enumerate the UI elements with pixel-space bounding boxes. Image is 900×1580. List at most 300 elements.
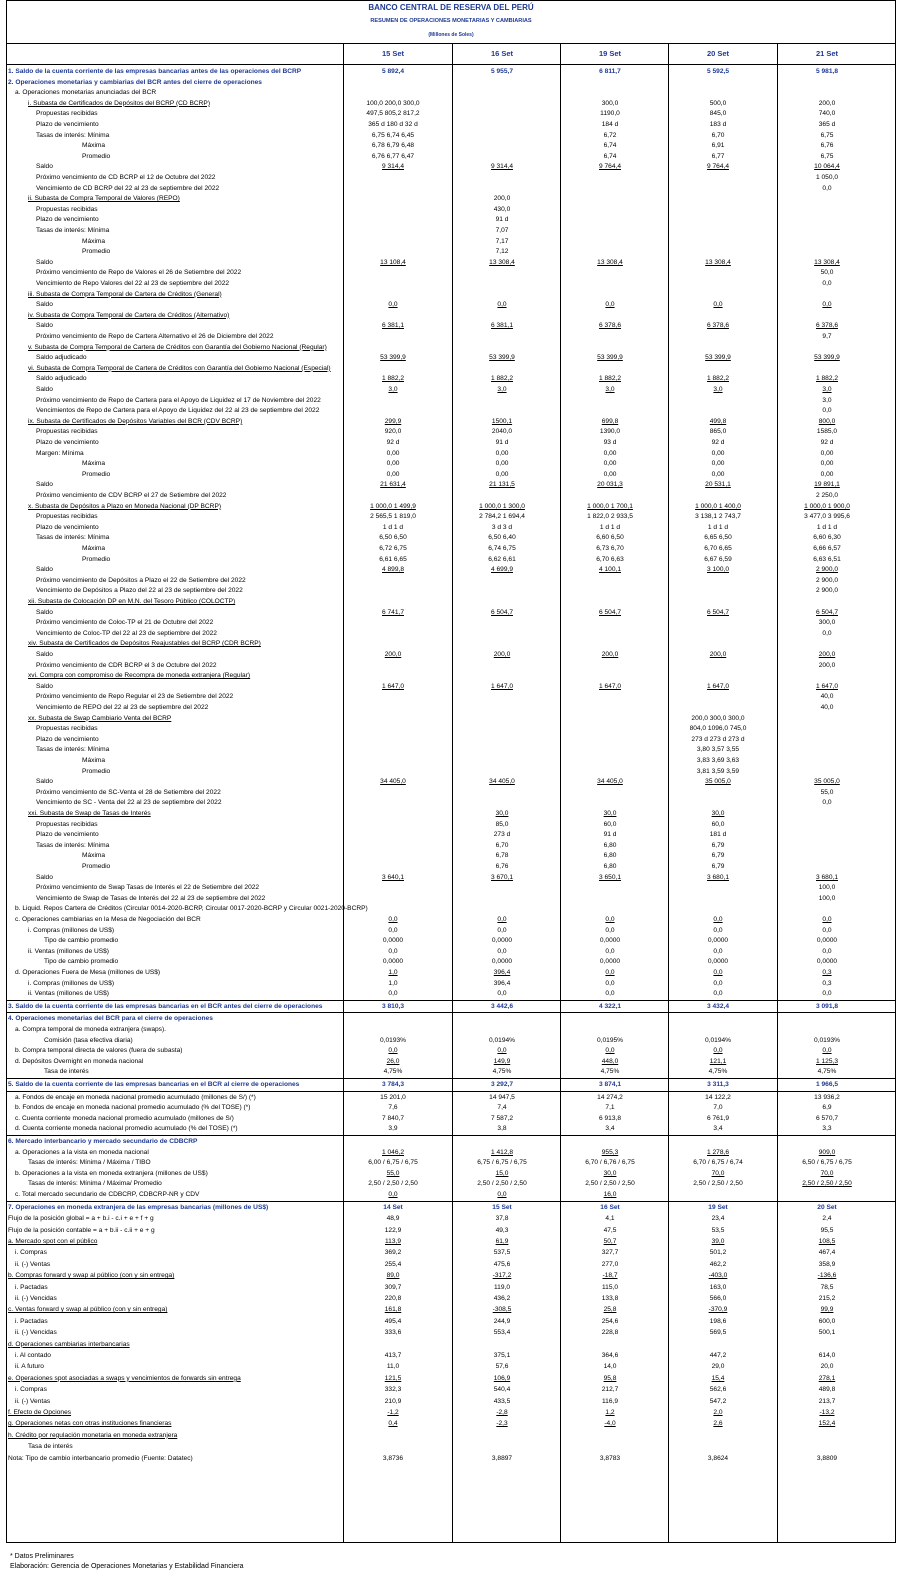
column-separator bbox=[343, 43, 344, 1543]
table-row bbox=[6, 173, 896, 184]
cell-value: 184 d bbox=[601, 121, 619, 128]
table-row bbox=[6, 470, 896, 481]
cell-value: 6 378,6 bbox=[599, 322, 621, 330]
row-label: ii. Subasta de Compra Temporal de Valores (REPO) bbox=[28, 195, 180, 203]
cell-value: 119,0 bbox=[493, 1283, 510, 1291]
table-row bbox=[6, 1327, 896, 1338]
report-subtitle: RESUMEN DE OPERACIONES MONETARIAS Y CAMBIARIAS bbox=[370, 18, 532, 24]
cell-value: 6 504,7 bbox=[599, 608, 621, 616]
cell-value: 121,5 bbox=[384, 1374, 402, 1382]
cell-value: 3 874,1 bbox=[599, 1081, 621, 1088]
cell-value: 2 784,2 1 694,4 bbox=[479, 513, 525, 521]
cell-value: 7,4 bbox=[497, 1104, 507, 1112]
cell-value: 6 378,6 bbox=[707, 322, 729, 330]
row-label: Saldo bbox=[36, 566, 53, 574]
cell-value: 7,6 bbox=[388, 1104, 398, 1112]
table-row bbox=[6, 639, 896, 650]
cell-value: 6 378,6 bbox=[816, 322, 838, 330]
cell-value: 6,70 / 6,75 / 6,74 bbox=[693, 1159, 743, 1167]
row-label: Promedio bbox=[82, 555, 111, 563]
table-row bbox=[6, 1169, 896, 1180]
row-label: Saldo adjudicado bbox=[36, 375, 87, 383]
row-label: Próximo vencimiento de CD BCRP el 12 de Octubre del 2022 bbox=[36, 174, 216, 181]
table-row bbox=[6, 1339, 896, 1350]
table-row bbox=[6, 215, 896, 226]
cell-value: 200,0 bbox=[709, 651, 727, 658]
row-label: ii. (-) Ventas bbox=[15, 1397, 51, 1405]
cell-value: 3 292,7 bbox=[491, 1081, 513, 1088]
table-row bbox=[6, 650, 896, 661]
cell-value: 0,0 bbox=[713, 301, 723, 309]
table-row bbox=[6, 1236, 896, 1247]
footer-note-preliminary: * Datos Preliminares bbox=[10, 1553, 74, 1560]
cell-value: 100,0 200,0 300,0 bbox=[366, 99, 420, 107]
cell-value: 0,00 bbox=[386, 470, 400, 478]
cell-value: 6,00 / 6,75 / 6,75 bbox=[368, 1159, 418, 1167]
cell-value: 149,9 bbox=[493, 1057, 511, 1065]
row-label: 5. Saldo de la cuenta corriente de las empresas bancarias en el BCR al cierre de operaciones bbox=[8, 1081, 300, 1088]
cell-value: 6 504,7 bbox=[816, 608, 838, 616]
row-label: i. Pactadas bbox=[15, 1317, 48, 1325]
cell-value: 13 308,4 bbox=[597, 258, 623, 266]
cell-value: 115,0 bbox=[601, 1283, 618, 1291]
cell-value: 48,9 bbox=[386, 1215, 400, 1223]
cell-value: 920,0 bbox=[384, 428, 402, 436]
row-label: d. Cuenta corriente moneda nacional promedio acumulado (% del TOSE) (*) bbox=[15, 1125, 238, 1133]
cell-value: 5 892,4 bbox=[382, 68, 404, 75]
cell-value: 0,00 bbox=[603, 449, 617, 457]
row-label: xxi. Subasta de Swap de Tasas de Interés bbox=[28, 810, 151, 817]
table-row bbox=[6, 1259, 896, 1270]
cell-value: 1 d 1 d bbox=[599, 523, 621, 531]
row-label: e. Operaciones spot asociadas a swaps y vencimientos de forwards sin entrega bbox=[8, 1374, 241, 1382]
cell-value: 6 811,7 bbox=[599, 68, 621, 75]
cell-value: 220,8 bbox=[384, 1295, 402, 1302]
cell-value: 6,76 bbox=[495, 863, 509, 870]
cell-value: 845,0 bbox=[709, 110, 727, 118]
cell-value: 3 784,3 bbox=[382, 1081, 404, 1088]
cell-value: 40,0 bbox=[820, 704, 834, 711]
cell-value: 39,0 bbox=[711, 1238, 725, 1245]
cell-value: 1 966,5 bbox=[816, 1081, 838, 1088]
cell-value: 3 680,1 bbox=[816, 873, 838, 881]
row-label: b. Compras forward y swap al público (con y sin entrega) bbox=[8, 1272, 175, 1280]
row-label: 3. Saldo de la cuenta corriente de las empresas bancarias en el BCR antes del cierre de operaciones bbox=[8, 1002, 323, 1010]
cell-value: 200,0 bbox=[493, 195, 511, 203]
cell-value: 53 399,9 bbox=[705, 354, 731, 362]
row-label: Plazo de vencimiento bbox=[36, 831, 99, 839]
cell-value: 85,0 bbox=[495, 820, 509, 828]
table-row bbox=[6, 1137, 896, 1148]
table-row bbox=[6, 788, 896, 799]
cell-value: 6,76 6,77 6,47 bbox=[371, 152, 415, 160]
table-row bbox=[6, 1046, 896, 1057]
cell-value: 865,0 bbox=[709, 428, 727, 436]
cell-value: 332,3 bbox=[384, 1386, 402, 1394]
row-label: Máxima bbox=[82, 545, 106, 552]
cell-value: 2,50 / 2,50 / 2,50 bbox=[368, 1180, 418, 1188]
cell-value: 7,12 bbox=[495, 248, 509, 256]
row-label: Tipo de cambio promedio bbox=[44, 937, 119, 945]
cell-value: 215,2 bbox=[818, 1295, 836, 1302]
cell-value: 0,0 bbox=[605, 990, 615, 998]
table-row bbox=[6, 1158, 896, 1169]
cell-value: 1190,0 bbox=[600, 110, 620, 118]
cell-value: 804,0 1096,0 745,0 bbox=[689, 725, 747, 733]
row-label: i. Compras bbox=[15, 1386, 47, 1394]
cell-value: 0,0195% bbox=[596, 1036, 624, 1044]
cell-value: 2,50 / 2,50 / 2,50 bbox=[585, 1180, 635, 1188]
table-row bbox=[6, 926, 896, 937]
cell-value: 0,0 bbox=[822, 407, 832, 415]
cell-value: 29,0 bbox=[711, 1363, 725, 1371]
row-label: Vencimiento de Coloc-TP del 22 al 23 de septiembre del 2022 bbox=[36, 629, 217, 637]
cell-value: 4,75% bbox=[383, 1068, 403, 1076]
cell-value: 6,50 6,50 bbox=[379, 534, 407, 542]
cell-value: 0,0 bbox=[497, 1047, 507, 1055]
cell-value: 3,4 bbox=[713, 1125, 723, 1133]
cell-value: 93 d bbox=[603, 439, 617, 446]
cell-value: 4 322,1 bbox=[599, 1002, 621, 1010]
table-row bbox=[6, 459, 896, 470]
row-label: i. Pactadas bbox=[15, 1283, 48, 1291]
table-row bbox=[6, 120, 896, 131]
cell-value: 4,75% bbox=[600, 1068, 620, 1076]
cell-value: 210,9 bbox=[384, 1397, 402, 1405]
cell-value: 35 005,0 bbox=[705, 778, 731, 786]
row-label: Promedio bbox=[82, 767, 111, 775]
cell-value: 365 d 180 d 32 d bbox=[368, 121, 418, 128]
cell-value: 800,0 bbox=[818, 417, 836, 425]
table-row bbox=[6, 1067, 896, 1078]
cell-value: 1 046,2 bbox=[382, 1148, 404, 1156]
fx-date-col-1: 14 Set bbox=[383, 1203, 403, 1211]
cell-value: 3,8736 bbox=[382, 1454, 404, 1462]
cell-value: 273 d bbox=[493, 831, 511, 839]
table-row bbox=[6, 544, 896, 555]
cell-value: 60,0 bbox=[711, 820, 725, 828]
cell-value: 50,0 bbox=[820, 269, 834, 277]
table-row bbox=[6, 661, 896, 672]
table-row bbox=[6, 798, 896, 809]
cell-value: 2 565,5 1 819,0 bbox=[370, 513, 416, 521]
cell-value: 14 274,2 bbox=[597, 1093, 623, 1101]
column-separator bbox=[777, 43, 778, 1543]
cell-value: 0,0 bbox=[388, 990, 398, 998]
cell-value: 6 504,7 bbox=[707, 608, 729, 616]
cell-value: 13 308,4 bbox=[489, 258, 515, 266]
table-row bbox=[6, 1103, 896, 1114]
table-row bbox=[6, 1213, 896, 1224]
table-row bbox=[6, 894, 896, 905]
table-row bbox=[6, 290, 896, 301]
table-row bbox=[6, 1247, 896, 1258]
row-label: g. Operaciones netas con otras instituciones financieras bbox=[8, 1420, 172, 1428]
table-row bbox=[6, 724, 896, 735]
cell-value: 0,3 bbox=[822, 969, 832, 976]
cell-value: 198,6 bbox=[709, 1317, 727, 1325]
table-row bbox=[6, 767, 896, 778]
cell-value: 467,4 bbox=[818, 1249, 836, 1257]
table-row bbox=[6, 1148, 896, 1159]
cell-value: 6,76 bbox=[820, 142, 834, 150]
table-row bbox=[6, 851, 896, 862]
row-label: b. Liquid. Repos Cartera de Créditos (Circular 0014-2020-BCRP, Circular 0017-2020-BCRP y Circular 0021-2020-BCRP) bbox=[15, 905, 368, 913]
table-row bbox=[6, 862, 896, 873]
table-row bbox=[6, 162, 896, 173]
cell-value: 1,0 bbox=[388, 979, 398, 987]
cell-value: 3 477,0 3 995,6 bbox=[804, 513, 850, 521]
row-label: Propuestas recibidas bbox=[36, 725, 98, 733]
table-row bbox=[6, 608, 896, 619]
cell-value: 0,00 bbox=[711, 470, 725, 478]
report-title: BANCO CENTRAL DE RESERVA DEL PERÚ bbox=[368, 3, 534, 12]
cell-value: 133,8 bbox=[601, 1295, 619, 1302]
cell-value: 3 650,1 bbox=[599, 873, 621, 881]
cell-value: 14,0 bbox=[603, 1363, 617, 1371]
cell-value: 6 741,7 bbox=[382, 608, 404, 616]
cell-value: 6,91 bbox=[711, 142, 725, 150]
cell-value: 9 314,4 bbox=[491, 163, 513, 171]
row-label: 7. Operaciones en moneda extranjera de las empresas bancarias (millones de US$) bbox=[8, 1203, 269, 1211]
table-row bbox=[6, 268, 896, 279]
cell-value: 3,80 3,57 3,55 bbox=[696, 746, 740, 754]
cell-value: 6,78 6,79 6,48 bbox=[371, 142, 415, 150]
row-label: x. Subasta de Depósitos a Plazo en Moneda Nacional (DP BCRP) bbox=[28, 502, 222, 510]
table-row bbox=[6, 820, 896, 831]
cell-value: 7,07 bbox=[495, 227, 509, 234]
cell-value: 0,0 bbox=[713, 926, 723, 934]
row-label: Nota: Tipo de cambio interbancario promedio (Fuente: Datatec) bbox=[8, 1454, 193, 1462]
cell-value: 447,2 bbox=[709, 1352, 727, 1359]
cell-value: 6,75 6,74 6,45 bbox=[371, 131, 415, 139]
cell-value: 3 810,3 bbox=[382, 1002, 404, 1010]
column-separator bbox=[668, 43, 669, 1543]
cell-value: 34 405,0 bbox=[489, 778, 515, 786]
cell-value: -403,0 bbox=[708, 1272, 728, 1280]
row-label: Próximo vencimiento de Coloc-TP el 21 de Octubre del 2022 bbox=[36, 619, 214, 627]
cell-value: 152,4 bbox=[818, 1420, 836, 1428]
cell-value: 6,75 / 6,75 / 6,75 bbox=[477, 1159, 527, 1167]
row-label: Vencimiento de Repo Valores del 22 al 23 de septiembre del 2022 bbox=[36, 280, 230, 287]
table-row bbox=[6, 1025, 896, 1036]
cell-value: 0,0000 bbox=[816, 958, 838, 966]
cell-value: 600,0 bbox=[818, 1317, 836, 1325]
cell-value: 19 891,1 bbox=[814, 481, 840, 489]
row-label: Máxima bbox=[82, 757, 106, 764]
cell-value: 299,9 bbox=[384, 417, 402, 425]
row-label: Plazo de vencimiento bbox=[36, 216, 99, 224]
row-label: b. Fondos de encaje en moneda nacional promedio acumulado (% del TOSE) (*) bbox=[15, 1104, 251, 1112]
cell-value: 6,61 6,65 bbox=[379, 555, 407, 563]
table-row bbox=[6, 311, 896, 322]
cell-value: 1 882,2 bbox=[491, 375, 513, 383]
row-label: xii. Subasta de Colocación DP en M.N. del Tesoro Público (COLOCTP) bbox=[28, 598, 236, 605]
table-row bbox=[6, 300, 896, 311]
cell-value: 6,80 bbox=[603, 863, 617, 870]
cell-value: 3 d 3 d bbox=[491, 523, 513, 531]
row-label: Tasas de interés: Mínima bbox=[36, 131, 110, 139]
cell-value: 3,81 3,59 3,59 bbox=[696, 767, 740, 775]
table-row bbox=[6, 480, 896, 491]
cell-value: 200,0 bbox=[818, 661, 836, 669]
row-label: d. Operaciones cambiarias interbancarias bbox=[8, 1340, 130, 1348]
row-label: c. Ventas forward y swap al público (con y sin entrega) bbox=[8, 1306, 168, 1314]
cell-value: 70,0 bbox=[820, 1169, 834, 1177]
table-row bbox=[6, 936, 896, 947]
row-label: h. Crédito por regulación monetaria en moneda extranjera bbox=[8, 1431, 178, 1439]
cell-value: 6,75 bbox=[820, 131, 834, 139]
table-row bbox=[6, 777, 896, 788]
cell-value: 0,0000 bbox=[707, 937, 729, 945]
cell-value: 0,0 bbox=[713, 1047, 723, 1055]
cell-value: 4,75% bbox=[492, 1068, 512, 1076]
row-label: i. Subasta de Certificados de Depósitos del BCRP (CD BCRP) bbox=[28, 99, 211, 107]
cell-value: 0,0 bbox=[388, 926, 398, 934]
cell-value: 7,0 bbox=[713, 1104, 723, 1112]
row-label: Vencimiento de REPO del 22 al 23 de septiembre del 2022 bbox=[36, 704, 209, 711]
table-row bbox=[6, 692, 896, 703]
cell-value: 2,0 bbox=[713, 1409, 723, 1416]
cell-value: 3,0 bbox=[388, 386, 398, 393]
table-row bbox=[6, 194, 896, 205]
cell-value: 3,3 bbox=[822, 1125, 832, 1133]
cell-value: 1,0 bbox=[388, 969, 398, 976]
row-label: Propuestas recibidas bbox=[36, 513, 98, 521]
cell-value: 0,0000 bbox=[599, 937, 621, 945]
cell-value: 1,2 bbox=[605, 1409, 615, 1416]
cell-value: 0,0000 bbox=[382, 937, 404, 945]
cell-value: 6,62 6,61 bbox=[488, 555, 516, 563]
row-label: Próximo vencimiento de Swap Tasas de Interés el 22 de Setiembre del 2022 bbox=[36, 884, 260, 892]
cell-value: -317,2 bbox=[492, 1272, 512, 1280]
table-row bbox=[6, 915, 896, 926]
cell-value: 255,4 bbox=[384, 1260, 402, 1268]
cell-value: 20 531,1 bbox=[705, 481, 731, 489]
row-label: Saldo bbox=[36, 778, 53, 786]
cell-value: 57,6 bbox=[495, 1363, 509, 1371]
row-label: ii. Ventas (millones de US$) bbox=[28, 947, 109, 955]
date-col-3: 19 Set bbox=[598, 49, 622, 58]
row-label: Próximo vencimiento de Repo Regular el 23 de Setiembre del 2022 bbox=[36, 693, 234, 701]
cell-value: 6,60 6,30 bbox=[813, 534, 841, 542]
row-label: i. Compras (millones de US$) bbox=[28, 979, 115, 987]
cell-value: 6,72 6,75 bbox=[379, 545, 407, 552]
table-row bbox=[6, 1373, 896, 1384]
cell-value: 244,9 bbox=[493, 1317, 511, 1325]
cell-value: 537,5 bbox=[493, 1249, 511, 1257]
cell-value: 16,0 bbox=[603, 1191, 617, 1198]
table-row bbox=[6, 883, 896, 894]
row-label: Tasas de interés: Mínima bbox=[36, 841, 110, 849]
cell-value: 413,7 bbox=[384, 1352, 402, 1359]
table-row bbox=[6, 512, 896, 523]
cell-value: 396,4 bbox=[493, 979, 511, 987]
row-label: iii. Subasta de Compra Temporal de Cartera de Créditos (General) bbox=[28, 290, 222, 298]
cell-value: 7,17 bbox=[495, 237, 509, 245]
cell-value: 566,0 bbox=[709, 1295, 727, 1302]
table-row bbox=[6, 1203, 896, 1214]
cell-value: 13 936,2 bbox=[814, 1093, 840, 1101]
row-label: Próximo vencimiento de SC-Venta el 28 de Setiembre del 2022 bbox=[36, 788, 221, 796]
cell-value: 6,79 bbox=[711, 841, 725, 849]
cell-value: 3,9 bbox=[388, 1125, 398, 1133]
cell-value: 6,50 6,40 bbox=[488, 534, 516, 542]
cell-value: 1 278,6 bbox=[707, 1148, 729, 1156]
cell-value: 30,0 bbox=[495, 810, 509, 817]
cell-value: 183 d bbox=[709, 121, 727, 128]
table-row bbox=[6, 1124, 896, 1135]
cell-value: 0,0 bbox=[497, 947, 507, 955]
cell-value: 6 913,8 bbox=[599, 1114, 621, 1122]
table-row bbox=[6, 597, 896, 608]
row-label: i. Compras bbox=[15, 1249, 47, 1257]
cell-value: 300,0 bbox=[818, 619, 836, 627]
cell-value: 200,0 bbox=[384, 651, 402, 658]
cell-value: 106,9 bbox=[493, 1374, 511, 1382]
table-row bbox=[6, 1114, 896, 1125]
cell-value: 30,0 bbox=[711, 810, 725, 817]
cell-value: 0,0000 bbox=[382, 958, 404, 966]
cell-value: 0,00 bbox=[711, 449, 725, 457]
table-row bbox=[6, 374, 896, 385]
table-row bbox=[6, 1036, 896, 1047]
cell-value: 369,2 bbox=[384, 1249, 402, 1257]
row-label: Tasas de interés: Mínima / Máxima/ Promedio bbox=[28, 1180, 162, 1188]
row-label: Saldo adjudicado bbox=[36, 354, 87, 362]
table-row bbox=[6, 533, 896, 544]
row-label: c. Total mercado secundario de CDBCRP, CDBCRP-NR y CDV bbox=[15, 1191, 200, 1198]
cell-value: 1585,0 bbox=[816, 428, 838, 436]
cell-value: 6,70 6,63 bbox=[596, 555, 624, 563]
cell-value: 6,70 bbox=[711, 131, 725, 139]
cell-value: 0,0 bbox=[497, 916, 507, 923]
row-label: Saldo bbox=[36, 258, 53, 266]
row-label: ii. (-) Vencidas bbox=[15, 1329, 57, 1337]
row-label: Vencimiento de CD BCRP del 22 al 23 de septiembre del 2022 bbox=[36, 184, 220, 192]
table-row bbox=[6, 618, 896, 629]
fx-date-col-2: 15 Set bbox=[492, 1203, 512, 1211]
row-label: Tasa de interés bbox=[28, 1443, 73, 1451]
cell-value: 2,50 / 2,50 / 2,50 bbox=[693, 1180, 743, 1188]
cell-value: 0,0 bbox=[822, 280, 832, 287]
cell-value: 0,00 bbox=[711, 460, 725, 468]
cell-value: 6,60 6,50 bbox=[596, 534, 624, 542]
cell-value: 0,0 bbox=[822, 947, 832, 955]
cell-value: 1 882,2 bbox=[707, 375, 729, 383]
cell-value: 9,7 bbox=[822, 333, 832, 340]
row-label: Saldo bbox=[36, 163, 53, 171]
cell-value: 200,0 bbox=[601, 651, 619, 658]
cell-value: 6,80 bbox=[603, 841, 617, 849]
cell-value: 3 432,4 bbox=[707, 1002, 729, 1010]
row-label: Margen: Mínima bbox=[36, 449, 84, 457]
table-row bbox=[6, 1002, 896, 1013]
cell-value: 1 000,0 1 499,9 bbox=[370, 502, 416, 510]
table-row bbox=[6, 1407, 896, 1418]
cell-value: 181 d bbox=[709, 831, 727, 839]
row-label: Tipo de cambio promedio bbox=[44, 958, 119, 966]
table-row bbox=[6, 78, 896, 89]
cell-value: 0,00 bbox=[386, 460, 400, 468]
cell-value: 1 000,0 1 900,0 bbox=[804, 502, 850, 510]
cell-value: 0,0000 bbox=[491, 958, 513, 966]
table-row bbox=[6, 1350, 896, 1361]
cell-value: 0,00 bbox=[820, 470, 834, 478]
cell-value: 13 108,4 bbox=[380, 258, 406, 266]
cell-value: 0,0 bbox=[822, 1047, 832, 1055]
date-col-2: 16 Set bbox=[490, 49, 514, 58]
